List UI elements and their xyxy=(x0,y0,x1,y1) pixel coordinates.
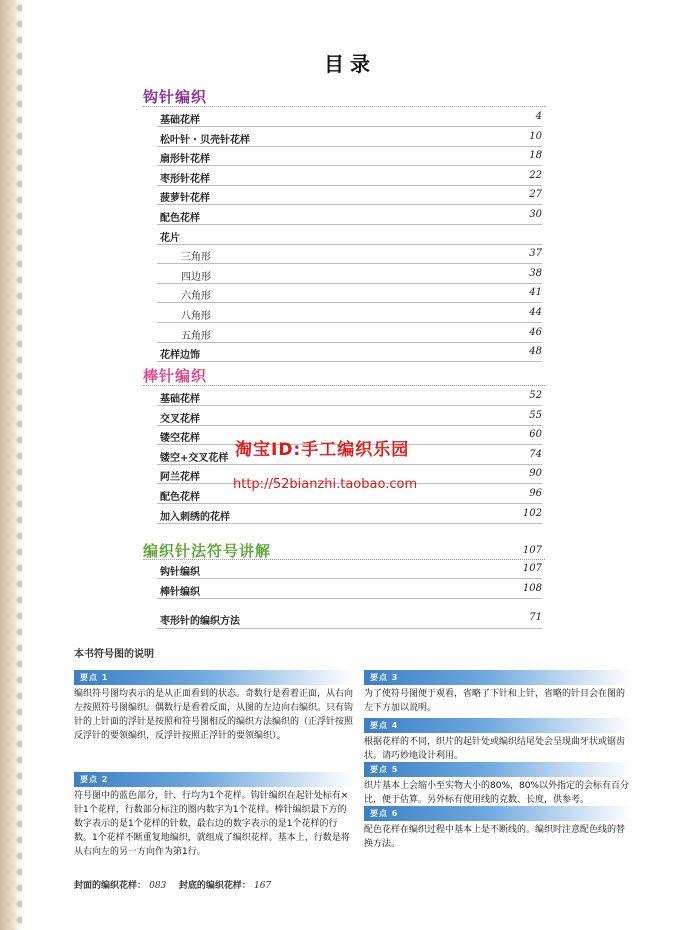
toc-entry-label: 配色花样 xyxy=(160,213,200,224)
row-divider xyxy=(157,425,542,426)
toc-entry[interactable] xyxy=(160,189,542,205)
notes-title: 本书符号图的说明 xyxy=(74,649,154,660)
note-2 xyxy=(74,772,354,859)
toc-entry[interactable] xyxy=(181,287,542,303)
toc-entry-page: 52 xyxy=(529,390,542,401)
row-divider xyxy=(157,165,542,166)
row-divider xyxy=(157,302,542,303)
toc-entry-label: 镂空花样 xyxy=(160,433,200,445)
toc-entry-page: 108 xyxy=(522,582,542,594)
toc-entry[interactable] xyxy=(160,346,542,362)
toc-entry[interactable] xyxy=(160,612,542,628)
section-title-knitting: 棒针编织 xyxy=(143,367,208,385)
row-divider xyxy=(157,578,542,579)
toc-entry[interactable] xyxy=(160,131,542,147)
toc-entry[interactable] xyxy=(160,410,542,426)
toc-entry-label: 镂空+交叉花样 xyxy=(160,452,229,464)
footer-back-page: 167 xyxy=(254,881,272,891)
footer-front-page: 083 xyxy=(149,881,167,891)
toc-entry-page: 107 xyxy=(522,563,542,574)
toc-entry-label: 交叉花样 xyxy=(160,413,200,425)
note-1 xyxy=(74,670,354,743)
page-title: 目录 xyxy=(324,52,376,76)
section-divider xyxy=(143,106,545,107)
toc-entry-page: 37 xyxy=(529,248,542,260)
toc-entry-label: 阿兰花样 xyxy=(160,472,200,484)
row-divider xyxy=(157,503,542,504)
toc-entry-page: 102 xyxy=(522,507,542,519)
watermark-shop-id: 淘宝ID:手工编织乐园 xyxy=(235,440,410,460)
toc-entry-label: 加入刺绣的花样 xyxy=(160,511,230,523)
toc-entry-label: 枣形针的编织方法 xyxy=(160,616,240,627)
section-divider xyxy=(143,559,545,560)
note-4 xyxy=(364,718,632,763)
toc-entry-page: 74 xyxy=(529,448,542,460)
toc-entry-page: 55 xyxy=(529,409,542,421)
section-divider xyxy=(143,385,545,386)
note-text: 编织符号图均表示的是从正面看到的状态。奇数行是看着正面，从右向左按照符号图编织。偶数行是看着反面，从图的左边向右编织。只有钩针的上针面的浮针是按照和符号图相反的编织方法编织的（正浮针按照反浮针的要领编织，反浮针按照正浮针的要领编织）。 xyxy=(74,689,354,741)
toc-entry[interactable] xyxy=(160,229,542,245)
toc-entry[interactable] xyxy=(181,327,542,343)
toc-entry-label: 基础花样 xyxy=(160,115,200,126)
toc-entry-label: 六角形 xyxy=(181,291,211,303)
toc-entry[interactable] xyxy=(160,508,542,524)
lace-border-decoration xyxy=(0,0,22,930)
note-3 xyxy=(364,670,632,715)
note-text: 织片基本上会缩小至实物大小的80%，80%以外指定的会标有百分比，便于估算。另外标有使用线的克数、长度，供参考。 xyxy=(364,781,630,805)
toc-entry-label: 花片 xyxy=(160,232,180,244)
toc-entry-page: 71 xyxy=(529,612,542,623)
note-text: 为了使符号图便于观看，省略了下针和上针，省略的针目会在图的左下方加以说明。 xyxy=(364,689,626,713)
toc-entry-label: 配色花样 xyxy=(160,492,200,503)
toc-entry[interactable] xyxy=(160,390,542,406)
toc-entry-label: 棒针编织 xyxy=(160,586,200,598)
toc-entry[interactable] xyxy=(181,307,542,323)
toc-entry-page: 4 xyxy=(535,111,542,122)
watermark-url: http://52bianzhi.taobao.com xyxy=(233,477,418,492)
toc-entry[interactable] xyxy=(160,111,542,127)
row-divider xyxy=(157,628,542,629)
row-divider xyxy=(157,342,542,343)
row-divider xyxy=(157,361,542,362)
row-divider xyxy=(157,146,542,147)
toc-entry-page: 22 xyxy=(529,169,542,181)
toc-entry-page: 18 xyxy=(529,150,542,162)
toc-entry-label: 三角形 xyxy=(181,252,211,264)
note-tag: 要点 6 xyxy=(364,806,632,821)
row-divider xyxy=(157,263,542,264)
toc-entry-page: 44 xyxy=(529,307,542,318)
toc-entry[interactable] xyxy=(181,268,542,284)
note-tag: 要点 4 xyxy=(364,718,632,733)
toc-entry-label: 基础花样 xyxy=(160,394,200,405)
toc-entry-page: 60 xyxy=(529,429,542,441)
section-title-stitch-symbols: 编织针法符号讲解 xyxy=(143,542,272,560)
row-divider xyxy=(157,224,542,225)
row-divider xyxy=(157,283,542,284)
toc-entry-label: 花样边饰 xyxy=(160,350,200,362)
row-divider xyxy=(157,464,542,465)
section-page-number: 107 xyxy=(522,545,542,556)
toc-entry-label: 菠萝针花样 xyxy=(160,193,210,205)
toc-entry-page: 10 xyxy=(529,130,542,142)
footer-pattern-pages xyxy=(74,878,271,891)
toc-entry-label: 五角形 xyxy=(181,330,211,342)
note-tag: 要点 1 xyxy=(74,670,354,685)
toc-entry[interactable] xyxy=(160,563,542,579)
toc-entry-label: 钩针编织 xyxy=(160,567,200,578)
footer-front-label: 封面的编织花样： xyxy=(74,881,147,891)
note-text: 配色花样在编织过程中基本上是不断线的。编织时注意配色线的替换方法。 xyxy=(364,825,626,849)
section-title-crochet: 钩针编织 xyxy=(143,88,208,106)
row-divider xyxy=(157,523,542,524)
row-divider xyxy=(157,185,542,186)
row-divider xyxy=(157,405,542,406)
note-text: 符号图中的蓝色部分，针、行均为1个花样。钩针编织在起针处标有×针1个花样，行数部分标注的圈内数字为1个花样。棒针编织最下方的数字表示的是1个花样的针数，最右边的数字表示的是1个花样的行数。1个花样不断重复地编织，就组成了编织花样。基本上，行数是将从右向左的另一方向作为第1行。 xyxy=(74,791,350,857)
toc-entry-page: 41 xyxy=(529,287,542,299)
row-divider xyxy=(157,244,542,245)
toc-entry[interactable] xyxy=(160,583,542,599)
note-tag: 要点 5 xyxy=(364,762,632,777)
toc-entry[interactable] xyxy=(181,248,542,264)
toc-entry[interactable] xyxy=(160,150,542,166)
note-text: 根据花样的不同，织片的起针处或编织结尾处会呈现曲牙状或锯齿状。请巧妙地设计利用。 xyxy=(364,737,626,761)
row-divider xyxy=(157,126,542,127)
toc-entry-page: 46 xyxy=(529,326,542,338)
row-divider xyxy=(157,322,542,323)
toc-entry-page: 27 xyxy=(529,189,542,201)
toc-entry-label: 八角形 xyxy=(181,311,211,322)
toc-entry-page: 90 xyxy=(529,468,542,480)
note-tag: 要点 2 xyxy=(74,772,354,787)
row-divider xyxy=(157,598,542,599)
toc-entry-label: 松叶针・贝壳针花样 xyxy=(160,134,250,146)
note-tag: 要点 3 xyxy=(364,670,632,685)
footer-back-label: 封底的编织花样： xyxy=(178,881,251,891)
toc-entry-page: 38 xyxy=(529,267,542,279)
toc-entry-label: 扇形针花样 xyxy=(160,154,210,166)
toc-entry-label: 枣形针花样 xyxy=(160,173,210,185)
row-divider xyxy=(157,204,542,205)
toc-entry-page: 96 xyxy=(529,488,542,499)
toc-entry-page: 30 xyxy=(529,209,542,220)
toc-entry[interactable] xyxy=(160,170,542,186)
toc-entry-label: 四边形 xyxy=(181,271,211,283)
note-5 xyxy=(364,762,632,807)
toc-entry-page: 48 xyxy=(529,346,542,358)
toc-entry[interactable] xyxy=(160,209,542,225)
note-6 xyxy=(364,806,632,851)
